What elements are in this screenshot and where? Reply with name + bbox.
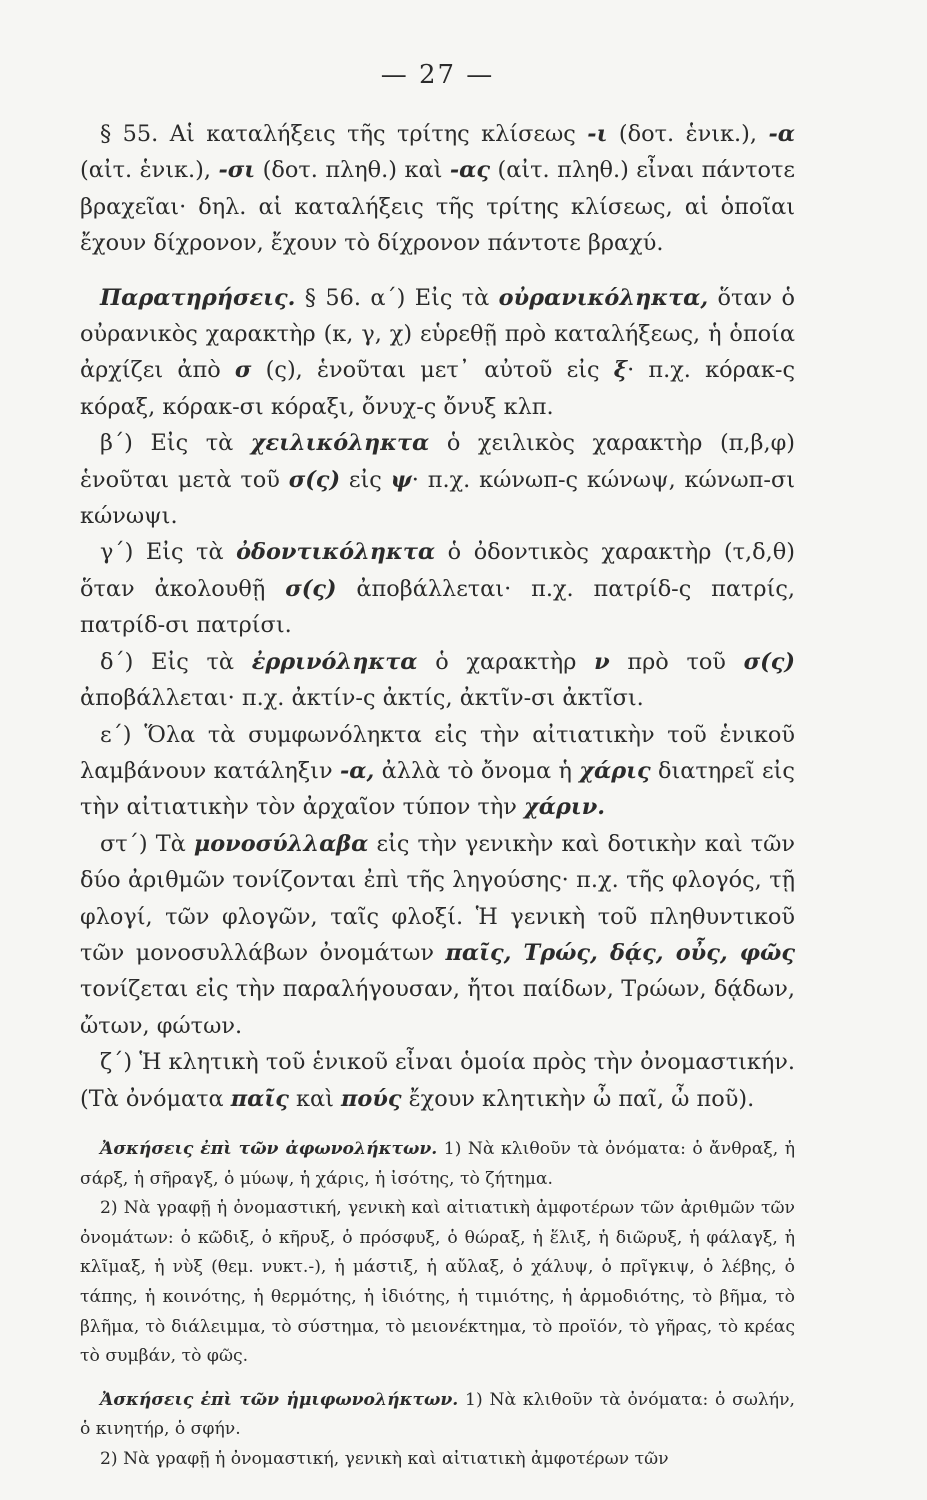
emphasis: σ(ς)	[285, 575, 337, 602]
emphasis: χειλικόληκτα	[250, 430, 430, 457]
paragraph-56e	[80, 717, 795, 826]
emphasis: σ(ς)	[743, 648, 795, 675]
text: ἀποβάλλεται· π.χ. ἀκτίν-ς ἀκτίς, ἀκτῖν-σι ἀκτῖσι.	[80, 685, 644, 712]
text: ἔχουν κλητικὴν ὦ παῖ, ὦ ποῦ).	[401, 1085, 755, 1112]
emphasis: χάρις	[579, 757, 651, 784]
text: γ΄) Εἰς τὰ	[100, 539, 237, 566]
paragraph-56a	[80, 280, 795, 426]
emphasis: μονοσύλλαβα	[193, 830, 369, 857]
emphasis: παῖς, Τρώς, δᾴς, οὖς, φῶς	[445, 939, 795, 966]
exercises	[80, 1135, 795, 1475]
text: ζ΄) Ἡ κλητικὴ τοῦ ἑνικοῦ εἶναι ὁμοία πρὸς τὴν ὀνομαστικήν. (Τὰ ὀνόματα	[80, 1049, 795, 1112]
text: 1) Νὰ κλιθοῦν τὰ ὀνόματα: ὁ ἄνθραξ, ἡ σάρξ, ἡ σῆραγξ, ὁ μύωψ, ἡ χάρις, ἡ ἰσότης, τὸ ζήτημα.	[80, 1138, 796, 1189]
text: ἀλλὰ τὸ ὄνομα ἡ	[374, 757, 580, 784]
emphasis: οὐρανικόληκτα,	[498, 284, 709, 311]
emphasis: ξ	[613, 357, 628, 384]
text: τονίζεται εἰς τὴν παραλήγουσαν, ἤτοι παίδων, Τρώων, δᾴδων, ὤτων, φώτων.	[80, 976, 795, 1039]
ending-i: -ι	[587, 121, 608, 147]
emphasis: ψ	[390, 466, 412, 493]
text: (αἰτ. πληθ.) εἶναι πάντοτε βραχεῖαι· δηλ. αἱ καταλήξεις τῆς τρίτης κλίσεως, αἱ ὁποῖαι ἔχουν δίχρονον, ἔχουν τὸ δίχρονον πάντοτε βραχύ.	[80, 157, 795, 257]
text: β΄) Εἰς τὰ	[100, 430, 251, 457]
emphasis: χάριν.	[524, 794, 606, 821]
emphasis: ὀδοντικόληκτα	[236, 539, 436, 566]
remarks-heading: Παρατηρήσεις.	[100, 284, 296, 311]
exercise-1-part-2: 2) Νὰ γραφῇ ἡ ὀνομαστική, γενικὴ καὶ αἰτιατικὴ ἀμφοτέρων τῶν ἀριθμῶν τῶν ὀνομάτων: ὁ κῶδιξ, ὁ κῆρυξ, ὁ πρόσφυξ, ὁ θώραξ, ἡ ἕλιξ, ἡ διῶρυξ, ἡ φάλαγξ, ἡ κλῖμαξ, ἡ νὺξ (θεμ. νυκτ.-), ἡ μάστιξ, ἡ αὔλαξ, ὁ χάλυψ, ὁ πρῖγκιψ, ὁ λέβης, ὁ τάπης, ἡ κοινότης, ἡ θερμότης, ἡ ἰδιότης, ἡ τιμιότης, ἡ ἁρμοδιότης, τὸ βῆμα, τὸ βλῆμα, τὸ διάλειμμα, τὸ σύστημα, τὸ μειονέκτημα, τὸ προϊόν, τὸ γῆρας, τὸ κρέας τὸ συμβάν, τὸ φῶς.	[80, 1198, 795, 1367]
paragraph-56d	[80, 644, 795, 717]
section-sign-56: § 56.	[295, 284, 361, 311]
emphasis: ν	[594, 648, 610, 675]
ending-as: -ας	[449, 157, 491, 184]
text: πρὸ τοῦ	[609, 648, 744, 675]
text: · π.χ. κώνωπ-ς κώνωψ, κώνωπ-σι κώνωψι.	[80, 466, 796, 530]
text: (αἰτ. ἑνικ.),	[80, 157, 219, 184]
paragraph-56b	[80, 425, 795, 534]
emphasis: πούς	[341, 1085, 402, 1112]
text: καὶ	[288, 1085, 342, 1112]
exercise-1-intro	[80, 1135, 795, 1194]
book-page	[80, 60, 795, 1475]
text: (δοτ. ἑνικ.),	[607, 121, 769, 147]
text: ἀποβάλλεται· π.χ. πατρίδ-ς πατρίς, πατρίδ-σι πατρίσι.	[80, 575, 796, 639]
text: Αἱ καταλήξεις τῆς τρίτης κλίσεως	[158, 121, 588, 147]
emphasis: σ(ς)	[288, 466, 341, 493]
text: ὁ χαρακτὴρ	[417, 648, 595, 675]
paragraph-56f	[80, 826, 795, 1044]
text: (δοτ. πληθ.) καὶ	[255, 157, 450, 184]
ending-si: -σι	[218, 157, 256, 184]
text: στ΄) Τὰ	[100, 830, 194, 857]
emphasis: παῖς	[230, 1085, 289, 1112]
exercise-2-part-2: 2) Νὰ γραφῇ ἡ ὀνομαστική, γενικὴ καὶ αἰτιατικὴ ἀμφοτέρων τῶν	[100, 1448, 669, 1469]
text: ὁ χειλικὸς χαρακτὴρ (π,β,φ) ἑνοῦται μετὰ τοῦ	[80, 430, 795, 493]
text: διατηρεῖ εἰς τὴν αἰτιατικὴν τὸν ἀρχαῖον τύπον τὴν	[80, 757, 795, 821]
text: ε΄) Ὅλα τὰ συμφωνόληκτα εἰς τὴν αἰτιατικὴν τοῦ ἑνικοῦ λαμβάνουν κατάληξιν	[80, 721, 795, 784]
exercise-1-heading: Ἀσκήσεις ἐπὶ τῶν ἀφωνολήκτων.	[100, 1138, 438, 1159]
text: 1) Νὰ κλιθοῦν τὰ ὀνόματα: ὁ σωλήν, ὁ κινητήρ, ὁ σφήν.	[80, 1389, 795, 1440]
text: · π.χ. κόρακ-ς κόραξ, κόρακ-σι κόραξι, ὄνυχ-ς ὄνυξ κλπ.	[80, 357, 796, 420]
text: α΄) Εἰς τὰ	[360, 284, 499, 311]
text: εἰς	[340, 466, 391, 493]
paragraph-56g	[80, 1044, 795, 1117]
paragraph-56c	[80, 534, 795, 643]
page-number: — 27 —	[380, 60, 495, 90]
text: δ΄) Εἰς τὰ	[100, 648, 252, 675]
emphasis: σ	[234, 357, 252, 384]
text: (ς), ἑνοῦται μετ᾽ αὐτοῦ εἰς	[251, 357, 614, 384]
main-text	[80, 116, 795, 1117]
emphasis: ἐρρινόληκτα	[251, 648, 418, 675]
text: εἰς τὴν γενικὴν καὶ δοτικὴν καὶ τῶν δύο ἀριθμῶν τονίζονται ἐπὶ τῆς ληγούσης· π.χ. τῆς φλογός, τῇ φλογί, τῶν φλογῶν, ταῖς φλοξί. Ἡ γενικὴ τοῦ πληθυντικοῦ τῶν μονοσυλλάβων ὀνομάτων	[80, 830, 795, 966]
exercise-2-heading: Ἀσκήσεις ἐπὶ τῶν ἡμιφωνολήκτων.	[100, 1389, 459, 1410]
section-sign-55: § 55.	[100, 121, 159, 147]
paragraph-55	[80, 116, 795, 262]
ending-a: -α	[768, 121, 795, 147]
text: ὅταν ὁ οὐρανικὸς χαρακτὴρ (κ, γ, χ) εὑρεθῇ πρὸ καταλήξεως, ἡ ὁποία ἀρχίζει ἀπὸ	[80, 284, 795, 384]
exercise-2-intro	[80, 1386, 795, 1445]
emphasis: -α,	[339, 757, 375, 784]
text: ὁ ὀδοντικὸς χαρακτὴρ (τ,δ,θ) ὅταν ἀκολουθῇ	[80, 539, 795, 602]
